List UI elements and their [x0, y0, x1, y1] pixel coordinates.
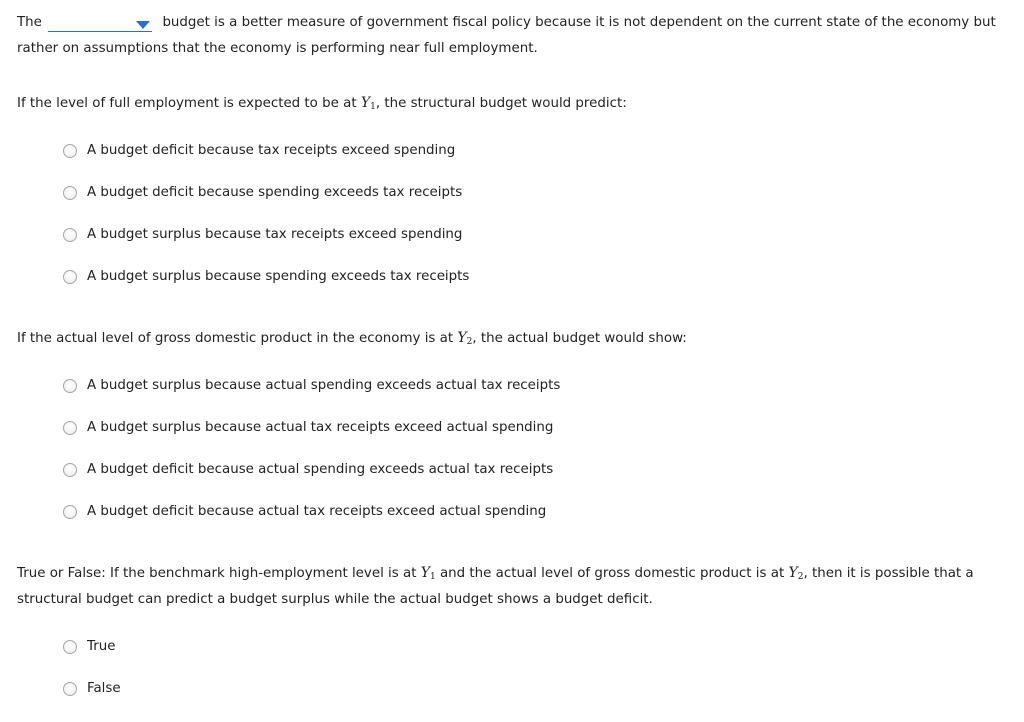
question-2-prompt: [17, 329, 687, 348]
q3-part-3: , then it is possible that a: [803, 566, 974, 581]
radio-button[interactable]: [63, 463, 77, 477]
option-label: False: [87, 681, 121, 696]
option-label: A budget surplus because actual tax receipts exceed actual spending: [87, 420, 554, 435]
q2-prompt-before: If the actual level of gross domestic product in the economy is at: [17, 331, 458, 346]
option-label: A budget surplus because spending exceeds tax receipts: [87, 269, 470, 284]
radio-button[interactable]: [63, 186, 77, 200]
q1-option-4[interactable]: [63, 268, 469, 286]
q2-option-4[interactable]: [63, 503, 546, 521]
option-label: A budget deficit because tax receipts exceed spending: [87, 143, 456, 158]
intro-line-1: [17, 14, 996, 32]
q2-variable: $Y_2$: [457, 330, 473, 347]
q3-variable-1: $Y_1$: [420, 565, 436, 582]
q3-part-1: True or False: If the benchmark high-employment level is at: [17, 566, 421, 581]
radio-button[interactable]: [63, 144, 77, 158]
q2-option-1[interactable]: [63, 377, 560, 395]
question-3-prompt-line-1: [17, 564, 974, 583]
question-3-prompt-line-2: structural budget can predict a budget surplus while the actual budget shows a budget deficit.: [17, 592, 653, 607]
q3-variable-2: $Y_2$: [788, 565, 804, 582]
radio-button[interactable]: [63, 640, 77, 654]
radio-button[interactable]: [63, 379, 77, 393]
q1-variable: $Y_1$: [360, 95, 376, 112]
q1-option-3[interactable]: [63, 226, 462, 244]
option-label: A budget surplus because actual spending exceeds actual tax receipts: [87, 378, 561, 393]
intro-line-2: rather on assumptions that the economy is performing near full employment.: [17, 41, 538, 56]
q3-option-true[interactable]: [63, 638, 115, 656]
q3-option-false[interactable]: [63, 680, 121, 698]
option-label: A budget deficit because actual tax receipts exceed actual spending: [87, 504, 547, 519]
q1-prompt-before: If the level of full employment is expected to be at: [17, 96, 361, 111]
radio-button[interactable]: [63, 505, 77, 519]
q2-option-3[interactable]: [63, 461, 553, 479]
chevron-down-icon[interactable]: [136, 21, 150, 29]
radio-button[interactable]: [63, 228, 77, 242]
option-label: A budget deficit because actual spending exceeds actual tax receipts: [87, 462, 554, 477]
q1-option-1[interactable]: [63, 142, 455, 160]
radio-button[interactable]: [63, 421, 77, 435]
option-label: A budget deficit because spending exceeds tax receipts: [87, 185, 463, 200]
radio-button[interactable]: [63, 682, 77, 696]
q1-option-2[interactable]: [63, 184, 462, 202]
option-label: True: [87, 639, 116, 654]
radio-button[interactable]: [63, 270, 77, 284]
intro-after-dropdown: budget is a better measure of government fiscal policy because it is not dependent on the current state of the economy but: [162, 15, 996, 30]
q2-prompt-after: , the actual budget would show:: [472, 331, 687, 346]
intro-prefix: The: [17, 15, 42, 30]
question-1-prompt: [17, 94, 627, 113]
budget-type-dropdown[interactable]: [48, 16, 152, 32]
option-label: A budget surplus because tax receipts exceed spending: [87, 227, 463, 242]
q1-prompt-after: , the structural budget would predict:: [375, 96, 627, 111]
q3-part-2: and the actual level of gross domestic product is at: [435, 566, 789, 581]
q2-option-2[interactable]: [63, 419, 553, 437]
